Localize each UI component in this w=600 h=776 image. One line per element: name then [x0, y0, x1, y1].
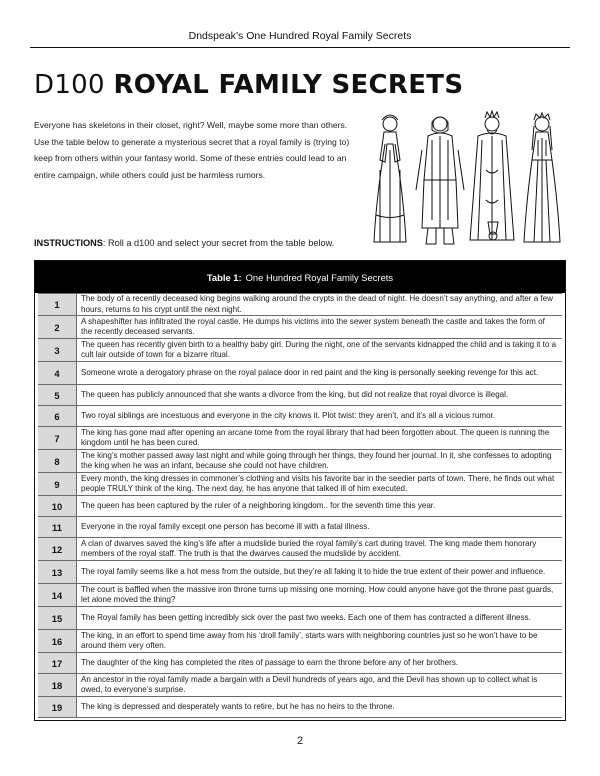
- row-secret-text: The king has gone mad after opening an arcane tome from the royal library that had been forgotten about. The queen is running the kingdom until he has been cured.: [81, 427, 550, 447]
- instructions-text: : Roll a d100 and select your secret from the table below.: [102, 238, 335, 248]
- page-title: [34, 70, 463, 100]
- table-row: [38, 697, 562, 718]
- table-row: [38, 385, 562, 406]
- title-main: ROYAL FAMILY SECRETS: [113, 70, 464, 100]
- instructions: [34, 238, 334, 248]
- table-row: [38, 473, 562, 496]
- row-secret-text: An ancestor in the royal family made a bargain with a Devil hundreds of years ago, and the Devil has shown up to collect what is owed, to everyone’s surprise.: [81, 674, 538, 694]
- row-secret-text: The daughter of the king has completed the rites of passage to earn the throne before any of her brothers.: [81, 657, 459, 667]
- row-secret-text: The Royal family has been getting incredibly sick over the past two weeks. Each one of them has contracted a different illness.: [81, 612, 531, 622]
- row-number: 2: [38, 316, 77, 338]
- row-number: 10: [38, 496, 77, 516]
- table-row: [38, 561, 562, 584]
- title-prefix: D100: [34, 70, 105, 100]
- table-row: [38, 450, 562, 473]
- table-caption-text: One Hundred Royal Family Secrets: [245, 271, 394, 283]
- row-secret-text: The queen has recently given birth to a healthy baby girl. During the night, one of the servants kidnapped the child and is taking it to a cult lair outside of town for a bizarre ritual.: [81, 339, 557, 359]
- row-secret-text: The king’s mother passed away last night and while going through her things, they found her journal. In it, she confesses to adopting the king when he was an infant, because she could not have children.: [81, 450, 552, 470]
- row-number: 9: [38, 473, 77, 495]
- row-number: 4: [38, 362, 77, 384]
- row-number: 8: [38, 450, 77, 472]
- table-row: [38, 316, 562, 339]
- row-secret-text: Everyone in the royal family except one person has become ill with a fatal illness.: [81, 521, 370, 531]
- row-number: 7: [38, 427, 77, 449]
- row-number: 18: [38, 674, 77, 696]
- table-row: [38, 584, 562, 607]
- row-secret-text: Every month, the king dresses in commoner’s clothing and visits his favorite bar in the seedier parts of town. There, he finds out what people TRULY think of the king. The next day, he has anyone that talked ill of him executed.: [81, 473, 555, 493]
- row-secret-text: The royal family seems like a hot mess from the outside, but they’re all faking it to hide the true extent of their power and influence.: [81, 566, 546, 576]
- table-row: [38, 293, 562, 316]
- row-secret-text: A clan of dwarves saved the king’s life after a mudslide buried the royal family’s cart during travel. The king made them honorary members of the royal staff. The truth is that the dwarves caused the mudslide by accident.: [81, 538, 537, 558]
- table-row: [38, 607, 562, 630]
- row-secret-text: A shapeshifter has infiltrated the royal castle. He dumps his victims into the sewer system beneath the castle and takes the form of the recently deceased servants.: [81, 316, 545, 336]
- table-label: Table 1:: [206, 271, 242, 283]
- table-row: [38, 496, 562, 517]
- row-number: 15: [38, 607, 77, 629]
- row-secret-text: The queen has publicly announced that she wants a divorce from the king, but did not realize that royal divorce is illegal.: [81, 389, 509, 399]
- intro-paragraph: Everyone has skeletons in their closet, right? Well, maybe some more than others. Use the table below to generate a mysterious secret that a royal family is (trying to) keep from others within your fantasy world. Some of these entries could lead to an entire campaign, while others could just be harmless rumors.: [34, 120, 350, 180]
- running-header: Dndspeak’s One Hundred Royal Family Secrets: [188, 30, 412, 42]
- figure-lady-left-icon: [374, 115, 406, 242]
- table-row: [38, 630, 562, 653]
- row-secret-text: The king is depressed and desperately wants to retire, but he has no heirs to the throne.: [81, 701, 395, 711]
- row-number: 3: [38, 339, 77, 361]
- header-rule: [30, 47, 570, 48]
- row-number: 11: [38, 517, 77, 537]
- row-secret-text: The body of a recently deceased king begins walking around the crypts in the dead of night. He doesn’t say anything, and after a few hours, returns to his crypt until the next night.: [81, 294, 553, 314]
- figure-nobleman-icon: [416, 117, 464, 244]
- royal-family-figures-illustration: [362, 110, 572, 248]
- table-row: [38, 362, 562, 385]
- figure-king-icon: [470, 111, 514, 240]
- row-number: 14: [38, 584, 77, 606]
- table-row: [38, 339, 562, 362]
- row-secret-text: Two royal siblings are incestuous and everyone in the city knows it. Plot twist: they aren’t, and it’s all a vicious rumor.: [81, 410, 496, 420]
- row-number: 12: [38, 538, 77, 560]
- row-number: 5: [38, 385, 77, 405]
- table-rows: [38, 293, 562, 718]
- row-number: 6: [38, 406, 77, 426]
- table-row: [38, 427, 562, 450]
- table-row: [38, 538, 562, 561]
- figure-queen-icon: [524, 113, 560, 242]
- table-row: [38, 653, 562, 674]
- page-number: 2: [296, 735, 304, 747]
- row-secret-text: The court is baffled when the massive iron throne turns up missing one morning. How could anyone have got the throne past guards, let alone moved the thing?: [81, 584, 554, 604]
- table-caption: [35, 261, 565, 293]
- secrets-table: [34, 260, 566, 721]
- instructions-label: INSTRUCTIONS: [34, 238, 103, 248]
- table-row: [38, 517, 562, 538]
- row-number: 1: [38, 294, 77, 315]
- row-number: 19: [38, 697, 77, 717]
- row-number: 16: [38, 630, 77, 652]
- row-secret-text: The king, in an effort to spend time away from his ‘droll family’, starts wars with neighboring countries just so he won’t have to be around them very often.: [81, 630, 538, 650]
- row-number: 17: [38, 653, 77, 673]
- table-row: [38, 406, 562, 427]
- table-row: [38, 674, 562, 697]
- row-number: 13: [38, 561, 77, 583]
- row-secret-text: The queen has been captured by the ruler of a neighboring kingdom.. for the seventh time this year.: [81, 500, 436, 510]
- row-secret-text: Someone wrote a derogatory phrase on the royal palace door in red paint and the king is personally seeking revenge for this act.: [81, 367, 539, 377]
